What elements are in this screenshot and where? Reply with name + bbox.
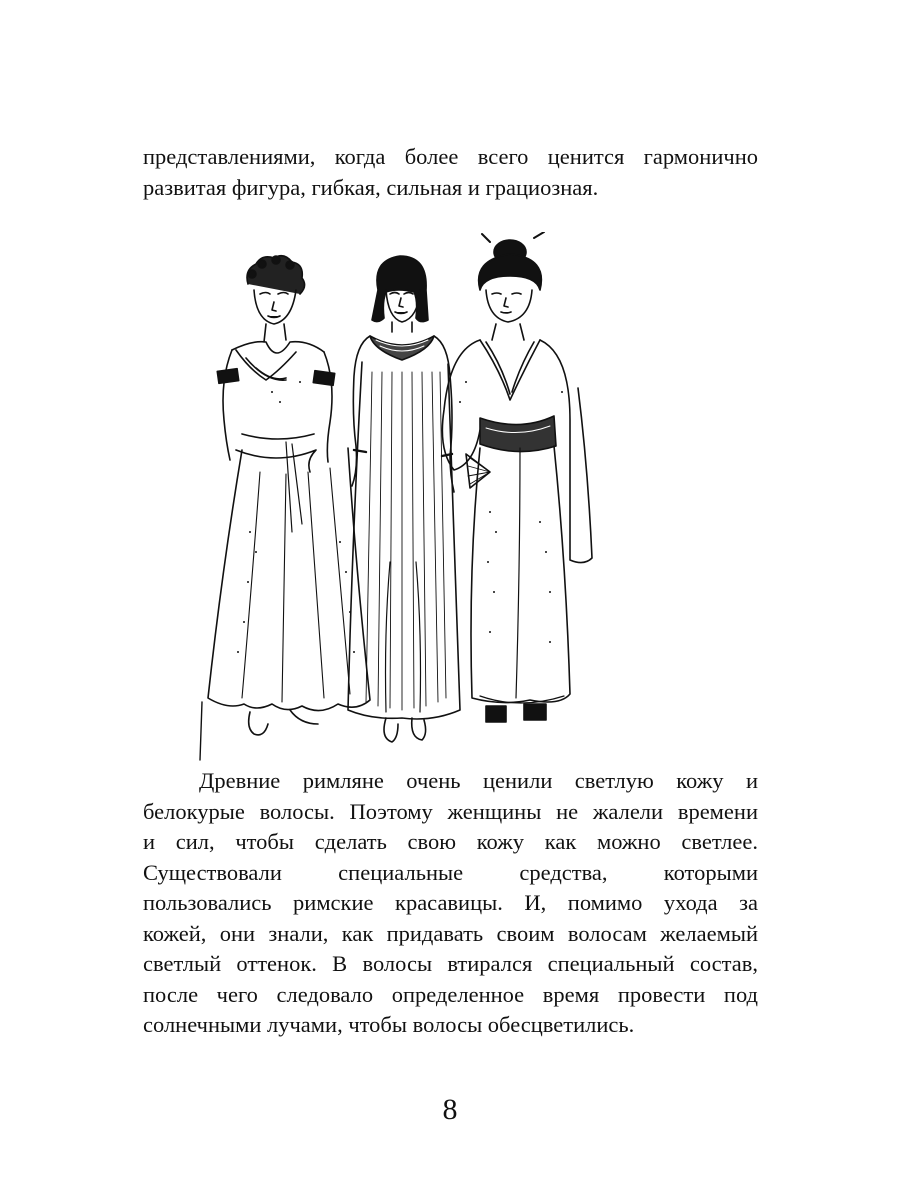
main-paragraph-line-6: кожей, они знали, как придавать своим волосам желаемый: [143, 920, 758, 946]
japanese-woman-figure: [442, 232, 592, 722]
main-paragraph-line-9: солнечными лучами, чтобы волосы обесцветились.: [143, 1012, 635, 1037]
costume-illustration: [190, 232, 610, 767]
page-number: 8: [442, 1093, 458, 1126]
main-paragraph: [143, 766, 758, 1041]
roman-woman-figure: [208, 256, 370, 735]
egyptian-woman-figure: [348, 256, 460, 742]
top-paragraph: [143, 142, 758, 203]
main-paragraph-line-2: белокурые волосы. Поэтому женщины не жалели времени: [143, 798, 758, 824]
main-paragraph-line-4: Существовали специальные средства, которыми: [143, 859, 758, 885]
main-paragraph-line-3: и сил, чтобы сделать свою кожу как можно светлее.: [143, 829, 758, 854]
main-paragraph-line-8: после чего следовало определенное время провести под: [143, 981, 758, 1007]
main-paragraph-line-1: Древние римляне очень ценили светлую кожу и: [199, 768, 758, 793]
main-paragraph-line-5: пользовались римские красавицы. И, помимо ухода за: [143, 890, 758, 915]
top-paragraph-line-2: развитая фигура, гибкая, сильная и грациозная.: [143, 174, 599, 200]
top-paragraph-line-1: представлениями, когда более всего ценится гармонично: [143, 144, 758, 169]
main-paragraph-line-7: светлый оттенок. В волосы втирался специальный состав,: [143, 951, 758, 976]
